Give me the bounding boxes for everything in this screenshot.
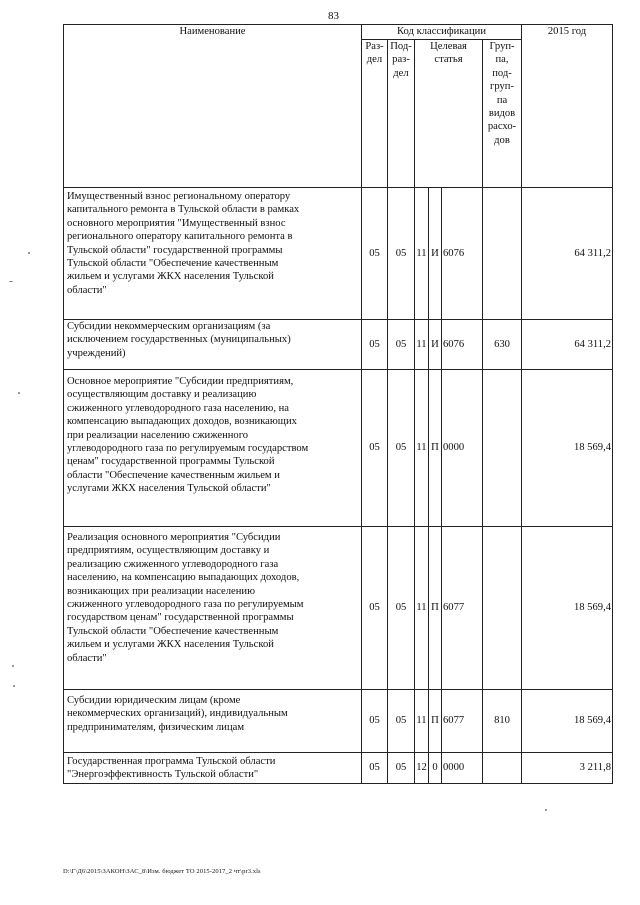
cell-amount: 64 311,2 [522, 320, 613, 370]
cell-cs-program: 12 [415, 753, 429, 784]
cell-vid [483, 370, 522, 527]
cell-razdel: 05 [362, 370, 388, 527]
table-row [64, 188, 613, 320]
cell-vid: 810 [483, 690, 522, 753]
file-path-footer: D:\Г\Д6\2015\ЗАКОН\ЗАС_8\Изм. бюджет ТО 2015-2017_2 чт\pr3.xls [63, 868, 261, 875]
header-row-top [64, 25, 613, 40]
cell-podrazdel: 05 [388, 188, 415, 320]
cell-cs-direction: 6077 [442, 527, 483, 690]
cell-vid [483, 527, 522, 690]
cell-razdel: 05 [362, 690, 388, 753]
cell-razdel: 05 [362, 188, 388, 320]
scan-speck [18, 392, 20, 394]
page-number: 83 [328, 10, 339, 22]
cell-podrazdel: 05 [388, 320, 415, 370]
scan-speck [13, 685, 15, 687]
header-podrazdel: Под- раз- дел [388, 40, 415, 188]
header-code-group: Код классификации [362, 25, 522, 40]
cell-cs-subprogram: И [429, 188, 442, 320]
cell-podrazdel: 05 [388, 690, 415, 753]
cell-amount: 18 569,4 [522, 370, 613, 527]
table-row [64, 527, 613, 690]
cell-vid [483, 188, 522, 320]
cell-cs-direction: 6076 [442, 320, 483, 370]
cell-cs-subprogram: 0 [429, 753, 442, 784]
cell-vid [483, 753, 522, 784]
cell-amount: 18 569,4 [522, 690, 613, 753]
cell-vid: 630 [483, 320, 522, 370]
row-name: Основное мероприятие "Субсидии предприятиям, осуществляющим доставку и реализацию сжиженного углеводородного газа населению, на компенсацию выпадающих доходов, возникающих при реализации населению сжиженного углеводородного газа по регулируемым государством ценам" государственной программы Тульской области "Обеспечение качественным жильем и услугами ЖКХ населения Тульской области" [64, 370, 362, 527]
cell-cs-direction: 6076 [442, 188, 483, 320]
header-gruppa: Груп- па, под- груп- па видов расхо- дов [483, 40, 522, 188]
cell-podrazdel: 05 [388, 370, 415, 527]
row-name: Субсидии некоммерческим организациям (за исключением государственных (муниципальных) учреждений) [64, 320, 362, 370]
cell-cs-direction: 6077 [442, 690, 483, 753]
cell-podrazdel: 05 [388, 753, 415, 784]
cell-cs-subprogram: И [429, 320, 442, 370]
scan-speck [9, 281, 13, 282]
cell-cs-subprogram: П [429, 690, 442, 753]
row-name: Государственная программа Тульской области "Энергоэффективность Тульской области" [64, 753, 362, 784]
row-name: Субсидии юридическим лицам (кроме некоммерческих организаций), индивидуальным предпринимателям, физическим лицам [64, 690, 362, 753]
table-row [64, 753, 613, 784]
cell-cs-subprogram: П [429, 527, 442, 690]
header-tselevaya: Целевая статья [415, 40, 483, 188]
cell-amount: 64 311,2 [522, 188, 613, 320]
header-year: 2015 год [522, 25, 613, 188]
scan-speck [28, 252, 30, 254]
table-row [64, 370, 613, 527]
header-name: Наименование [64, 25, 362, 188]
cell-razdel: 05 [362, 320, 388, 370]
cell-amount: 18 569,4 [522, 527, 613, 690]
cell-amount: 3 211,8 [522, 753, 613, 784]
cell-podrazdel: 05 [388, 527, 415, 690]
cell-cs-subprogram: П [429, 370, 442, 527]
cell-cs-program: 11 [415, 188, 429, 320]
row-name: Имущественный взнос региональному оператору капитального ремонта в Тульской области в рамках основного мероприятия "Имущественный взнос регионального оператору капитального ремонта в Тульской области" государственной программы Тульской области "Обеспечение качественным жильем и услугами ЖКХ населения Тульской области" [64, 188, 362, 320]
scan-speck [12, 665, 14, 667]
table-row [64, 690, 613, 753]
cell-cs-direction: 0000 [442, 753, 483, 784]
cell-cs-program: 11 [415, 527, 429, 690]
cell-cs-program: 11 [415, 370, 429, 527]
cell-cs-program: 11 [415, 690, 429, 753]
cell-cs-direction: 0000 [442, 370, 483, 527]
table-row [64, 320, 613, 370]
cell-razdel: 05 [362, 753, 388, 784]
cell-cs-program: 11 [415, 320, 429, 370]
row-name: Реализация основного мероприятия "Субсидии предприятиям, осуществляющим доставку и реализацию сжиженного углеводородного газа населению, на компенсацию выпадающих доходов, возникающих при реализации населению сжиженного углеводородного газа по регулируемым государством ценам" государственной программы Тульской области "Обеспечение качественным жильем и услугами ЖКХ населения Тульской области" [64, 527, 362, 690]
header-razdel: Раз- дел [362, 40, 388, 188]
budget-table [63, 24, 613, 784]
scan-speck [545, 809, 547, 811]
cell-razdel: 05 [362, 527, 388, 690]
